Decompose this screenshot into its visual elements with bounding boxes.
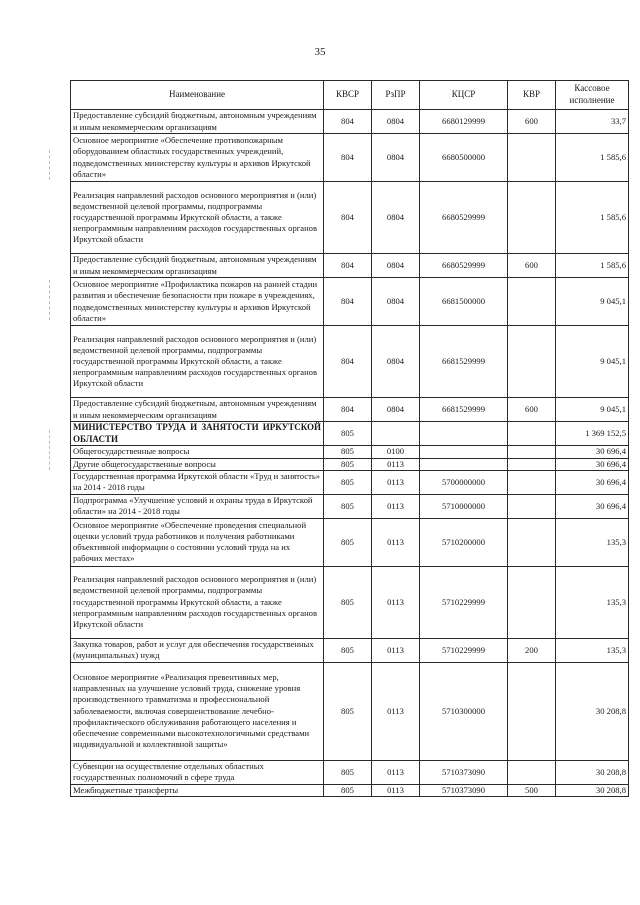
cell-kvsr: 804: [324, 254, 372, 278]
cell-kcsr: 5710200000: [420, 518, 508, 566]
cell-kvr: 600: [508, 398, 556, 422]
cell-kcsr: 6680529999: [420, 254, 508, 278]
cell-kvr: [508, 278, 556, 326]
cell-name: Реализация направлений расходов основного мероприятия и (или) ведомственной целевой программы, подпрограммы государственной программы Иркутской области, а также непрограммным направлениям расходов государственных органов Иркутской области: [71, 326, 324, 398]
cell-amount: 9 045,1: [556, 278, 629, 326]
cell-amount: 135,3: [556, 638, 629, 662]
cell-kcsr: 5710300000: [420, 662, 508, 760]
cell-rzpr: 0113: [372, 458, 420, 470]
cell-kvsr: 805: [324, 458, 372, 470]
cell-name: Основное мероприятие «Обеспечение проведения специальной оценки условий труда работников и получения работниками объективной информации о состоянии условий труда на их рабочих местах»: [71, 518, 324, 566]
cell-kcsr: [420, 458, 508, 470]
cell-kvr: 200: [508, 638, 556, 662]
cell-name: Предоставление субсидий бюджетным, автономным учреждениям и иным некоммерческим организациям: [71, 110, 324, 134]
cell-kvsr: 805: [324, 638, 372, 662]
cell-kvr: 500: [508, 784, 556, 796]
cell-amount: 30 208,8: [556, 784, 629, 796]
cell-rzpr: 0113: [372, 760, 420, 784]
column-header-rzpr: РзПР: [372, 81, 420, 110]
cell-kcsr: 5710373090: [420, 760, 508, 784]
cell-kcsr: 6680529999: [420, 182, 508, 254]
cell-amount: 9 045,1: [556, 398, 629, 422]
cell-kvsr: 804: [324, 182, 372, 254]
table-row: [71, 470, 629, 494]
table-body: [71, 110, 629, 797]
cell-name: Предоставление субсидий бюджетным, автономным учреждениям и иным некоммерческим организациям: [71, 254, 324, 278]
cell-name: Межбюджетные трансферты: [71, 784, 324, 796]
table-row: [71, 662, 629, 760]
table-row: [71, 760, 629, 784]
cell-amount: 1 585,6: [556, 182, 629, 254]
cell-amount: 30 696,4: [556, 458, 629, 470]
cell-kvsr: 804: [324, 278, 372, 326]
cell-name: Общегосударственные вопросы: [71, 446, 324, 458]
cell-kvsr: 805: [324, 518, 372, 566]
cell-kvr: [508, 760, 556, 784]
cell-name: Основное мероприятие «Профилактика пожаров на ранней стадии развития и обеспечение безопасности при пожаре в учреждениях, подведомственных министерству культуры и архивов Иркутской области»: [71, 278, 324, 326]
cell-name: Другие общегосударственные вопросы: [71, 458, 324, 470]
cell-amount: 30 208,8: [556, 760, 629, 784]
cell-kvr: [508, 566, 556, 638]
cell-kvsr: 805: [324, 494, 372, 518]
cell-kvsr: 805: [324, 662, 372, 760]
cell-kcsr: 6681500000: [420, 278, 508, 326]
cell-rzpr: 0804: [372, 278, 420, 326]
table-row: [71, 134, 629, 182]
cell-kvr: [508, 182, 556, 254]
table-row: [71, 638, 629, 662]
cell-kcsr: 5710000000: [420, 494, 508, 518]
table-row: [71, 566, 629, 638]
cell-kcsr: 5710229999: [420, 566, 508, 638]
column-header-kcsr: КЦСР: [420, 81, 508, 110]
cell-name: Реализация направлений расходов основного мероприятия и (или) ведомственной целевой программы, подпрограммы государственной программы Иркутской области, а также непрограммным направлениям расходов государственных органов Иркутской области: [71, 566, 324, 638]
cell-amount: 30 208,8: [556, 662, 629, 760]
margin-mark: [49, 280, 51, 320]
cell-rzpr: 0113: [372, 470, 420, 494]
cell-name: МИНИСТЕРСТВО ТРУДА И ЗАНЯТОСТИ ИРКУТСКОЙ ОБЛАСТИ: [71, 422, 324, 446]
cell-rzpr: 0100: [372, 446, 420, 458]
cell-rzpr: 0804: [372, 254, 420, 278]
cell-kvsr: 804: [324, 398, 372, 422]
cell-amount: 9 045,1: [556, 326, 629, 398]
cell-kvsr: 805: [324, 760, 372, 784]
table-row: [71, 494, 629, 518]
cell-kcsr: 5710373090: [420, 784, 508, 796]
cell-kvr: [508, 494, 556, 518]
cell-rzpr: [372, 422, 420, 446]
cell-kvr: [508, 470, 556, 494]
cell-kcsr: 6681529999: [420, 326, 508, 398]
cell-amount: 33,7: [556, 110, 629, 134]
cell-rzpr: 0113: [372, 784, 420, 796]
table-row: [71, 278, 629, 326]
cell-amount: 135,3: [556, 566, 629, 638]
cell-rzpr: 0804: [372, 398, 420, 422]
column-header-amount: Кассовое исполнение: [556, 81, 629, 110]
cell-rzpr: 0113: [372, 518, 420, 566]
table-row: [71, 110, 629, 134]
cell-kvsr: 804: [324, 110, 372, 134]
table-row: [71, 254, 629, 278]
cell-kcsr: [420, 446, 508, 458]
column-header-kvsr: КВСР: [324, 81, 372, 110]
cell-name: Реализация направлений расходов основного мероприятия и (или) ведомственной целевой программы, подпрограммы государственной программы Иркутской области, а также непрограммным направлениям расходов государственных органов Иркутской области: [71, 182, 324, 254]
margin-mark: [49, 430, 51, 470]
cell-name: Закупка товаров, работ и услуг для обеспечения государственных (муниципальных) нужд: [71, 638, 324, 662]
margin-mark: [49, 150, 51, 180]
table-row: [71, 446, 629, 458]
cell-rzpr: 0804: [372, 326, 420, 398]
cell-rzpr: 0113: [372, 662, 420, 760]
table-row: [71, 422, 629, 446]
cell-name: Государственная программа Иркутской области «Труд и занятость» на 2014 - 2018 годы: [71, 470, 324, 494]
column-header-kvr: КВР: [508, 81, 556, 110]
cell-amount: 135,3: [556, 518, 629, 566]
cell-kvsr: 805: [324, 566, 372, 638]
cell-amount: 1 585,6: [556, 254, 629, 278]
cell-name: Субвенции на осуществление отдельных областных государственных полномочий в сфере труда: [71, 760, 324, 784]
cell-kvsr: 805: [324, 784, 372, 796]
cell-kvsr: 805: [324, 470, 372, 494]
table-row: [71, 458, 629, 470]
column-header-name: Наименование: [71, 81, 324, 110]
cell-kcsr: 6680129999: [420, 110, 508, 134]
cell-rzpr: 0113: [372, 494, 420, 518]
table-row: [71, 518, 629, 566]
table-header-row: [71, 81, 629, 110]
cell-rzpr: 0113: [372, 638, 420, 662]
cell-name: Подпрограмма «Улучшение условий и охраны труда в Иркутской области» на 2014 - 2018 годы: [71, 494, 324, 518]
table-row: [71, 784, 629, 796]
cell-kvr: 600: [508, 254, 556, 278]
cell-kvr: [508, 446, 556, 458]
cell-kcsr: 6680500000: [420, 134, 508, 182]
cell-name: Основное мероприятие «Реализация превентивных мер, направленных на улучшение условий труда, снижение уровня производственного травматизма и профессиональной заболеваемости, включая совершенствование лечебно-профилактического обслуживания работающего населения и обеспечение современными высокотехнологичными средствами индивидуальной и коллективной защиты»: [71, 662, 324, 760]
cell-kvr: [508, 422, 556, 446]
cell-kvsr: 805: [324, 422, 372, 446]
page-number: 35: [314, 46, 326, 58]
cell-rzpr: 0804: [372, 182, 420, 254]
budget-table: [70, 80, 629, 797]
cell-kvr: [508, 326, 556, 398]
cell-rzpr: 0804: [372, 134, 420, 182]
table-row: [71, 326, 629, 398]
cell-kvr: 600: [508, 110, 556, 134]
cell-kvsr: 804: [324, 326, 372, 398]
cell-amount: 1 369 152,5: [556, 422, 629, 446]
cell-amount: 30 696,4: [556, 494, 629, 518]
table-row: [71, 398, 629, 422]
cell-name: Основное мероприятие «Обеспечение противопожарным оборудованием областных государственных учреждений, подведомственных министерству культуры и архивов Иркутской области»: [71, 134, 324, 182]
cell-kvr: [508, 134, 556, 182]
cell-kvsr: 804: [324, 134, 372, 182]
cell-rzpr: 0804: [372, 110, 420, 134]
cell-kvr: [508, 458, 556, 470]
cell-kcsr: 5710229999: [420, 638, 508, 662]
cell-rzpr: 0113: [372, 566, 420, 638]
table-row: [71, 182, 629, 254]
cell-kcsr: 6681529999: [420, 398, 508, 422]
cell-kvsr: 805: [324, 446, 372, 458]
cell-amount: 30 696,4: [556, 470, 629, 494]
cell-kcsr: [420, 422, 508, 446]
cell-name: Предоставление субсидий бюджетным, автономным учреждениям и иным некоммерческим организациям: [71, 398, 324, 422]
cell-kcsr: 5700000000: [420, 470, 508, 494]
cell-amount: 30 696,4: [556, 446, 629, 458]
cell-amount: 1 585,6: [556, 134, 629, 182]
cell-kvr: [508, 662, 556, 760]
cell-kvr: [508, 518, 556, 566]
